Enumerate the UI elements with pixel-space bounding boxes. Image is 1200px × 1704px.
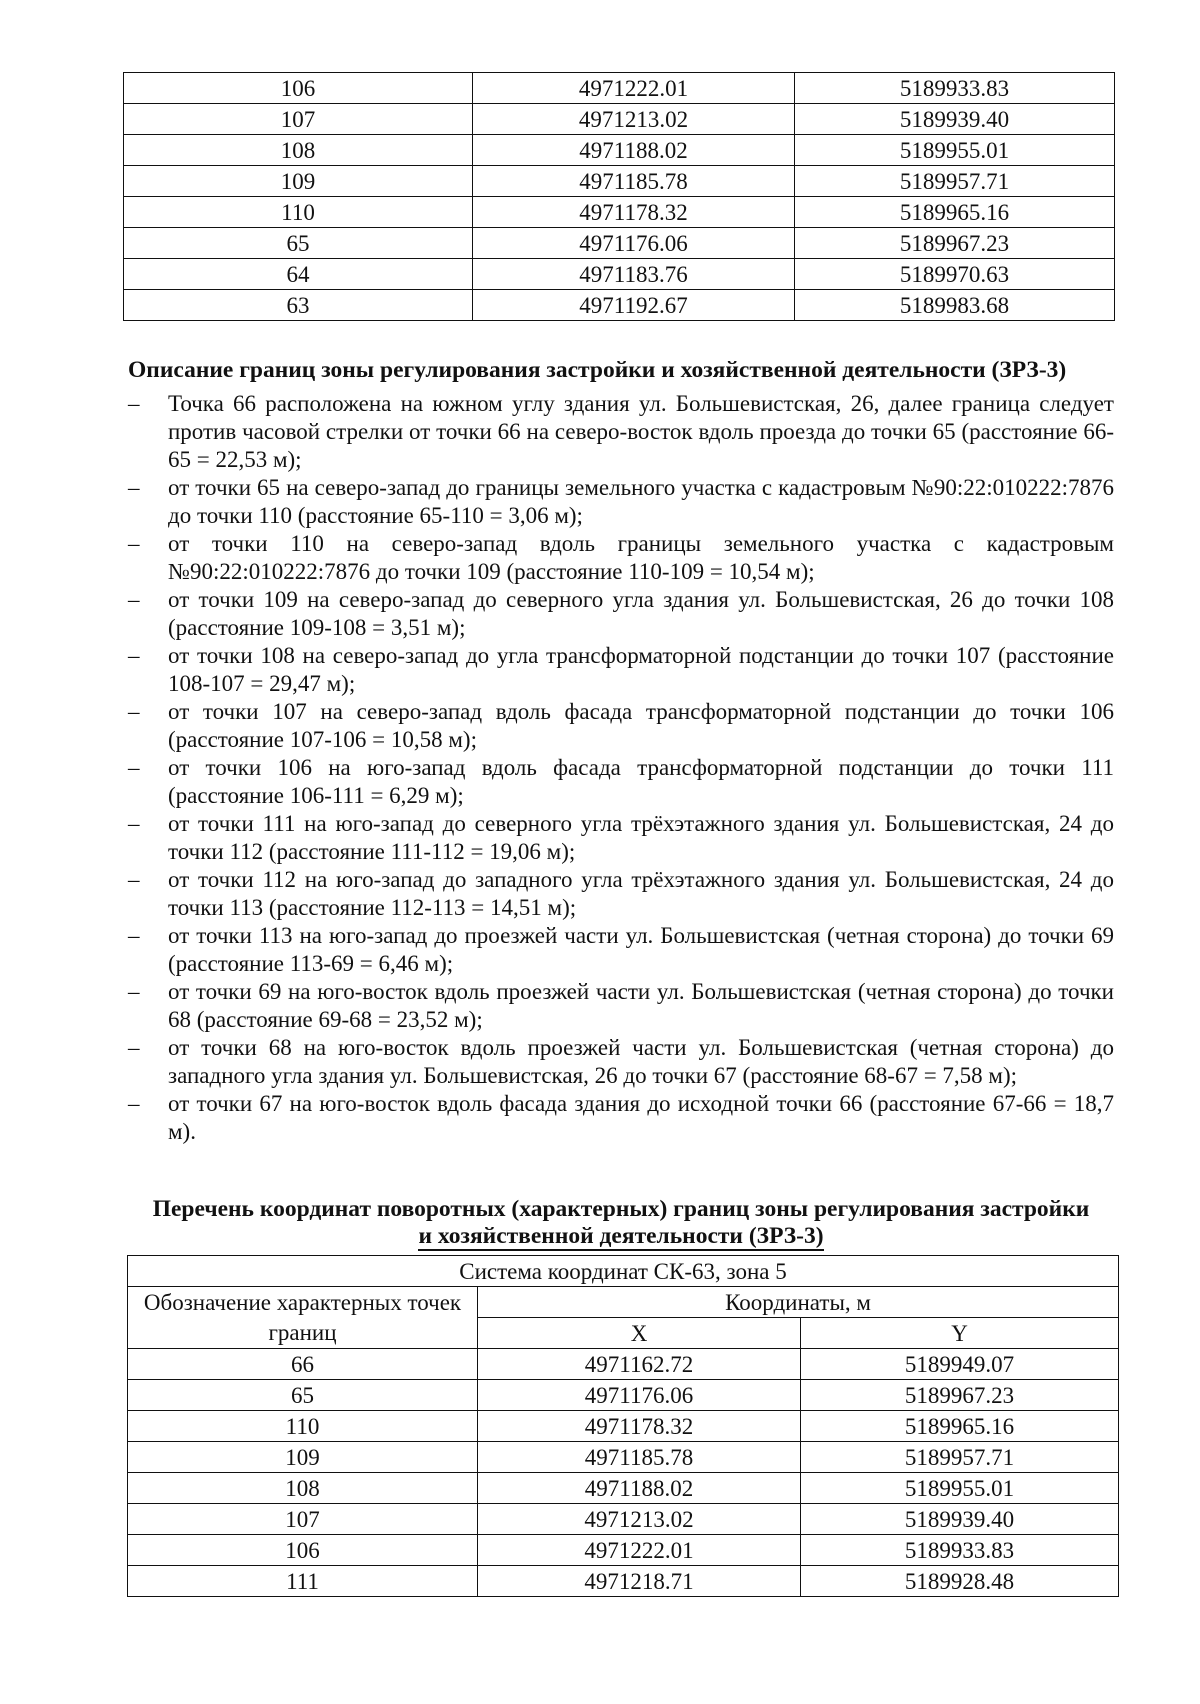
y-coordinate-cell: 5189957.71 xyxy=(801,1442,1119,1473)
list-dash: – xyxy=(128,867,140,892)
list-item xyxy=(128,698,1114,754)
x-coordinate-cell: 4971222.01 xyxy=(478,1535,801,1566)
x-coordinate-cell: 4971162.72 xyxy=(478,1349,801,1380)
x-coordinate-cell: 4971218.71 xyxy=(478,1566,801,1597)
list-item xyxy=(128,474,1114,530)
coordinate-system-header: Система координат СК-63, зона 5 xyxy=(128,1256,1119,1287)
list-item xyxy=(128,1034,1114,1090)
y-coordinate-cell: 5189957.71 xyxy=(795,166,1115,197)
point-number-cell: 110 xyxy=(128,1411,478,1442)
list-item-text: от точки 67 на юго-восток вдоль фасада здания до исходной точки 66 (расстояние 67-66 = 18,7 м). xyxy=(168,1091,1114,1144)
x-coordinate-cell: 4971178.32 xyxy=(473,197,795,228)
list-dash: – xyxy=(128,755,140,780)
y-coordinate-cell: 5189965.16 xyxy=(801,1411,1119,1442)
list-item xyxy=(128,978,1114,1034)
list-item xyxy=(128,390,1114,474)
point-number-cell: 111 xyxy=(128,1566,478,1597)
y-coordinate-cell: 5189949.07 xyxy=(801,1349,1119,1380)
coordinates-list-heading-line1: Перечень координат поворотных (характерных) границ зоны регулирования застройки xyxy=(152,1196,1090,1222)
list-item xyxy=(128,754,1114,810)
point-number-cell: 63 xyxy=(124,290,473,321)
point-number-cell: 108 xyxy=(128,1473,478,1504)
table-row xyxy=(124,197,1115,228)
table-row xyxy=(124,228,1115,259)
table-row xyxy=(128,1411,1119,1442)
table-row xyxy=(128,1380,1119,1411)
description-heading: Описание границ зоны регулирования застройки и хозяйственной деятельности (ЗРЗ-3) xyxy=(128,357,1067,383)
list-dash: – xyxy=(128,391,140,416)
list-dash: – xyxy=(128,531,140,556)
table-row xyxy=(128,1473,1119,1504)
x-coordinate-cell: 4971222.01 xyxy=(473,73,795,104)
list-dash: – xyxy=(128,979,140,1004)
list-item xyxy=(128,866,1114,922)
table-header-row xyxy=(128,1287,1119,1318)
coordinates-list-heading-line2: и хозяйственной деятельности (ЗРЗ-3) xyxy=(418,1223,824,1249)
y-coordinate-cell: 5189928.48 xyxy=(801,1566,1119,1597)
point-number-cell: 65 xyxy=(128,1380,478,1411)
coordinates-header: Координаты, м xyxy=(478,1287,1119,1318)
list-item-text: от точки 65 на северо-запад до границы земельного участка с кадастровым №90:22:010222:7876 до точки 110 (расстояние 65-110 = 3,06 м); xyxy=(168,475,1114,528)
y-coordinate-cell: 5189939.40 xyxy=(795,104,1115,135)
list-item-text: Точка 66 расположена на южном углу здания ул. Большевистская, 26, далее граница следует против часовой стрелки от точки 66 на северо-восток вдоль проезда до точки 65 (расстояние 66-65 = 22,53 м); xyxy=(168,391,1114,472)
point-number-cell: 64 xyxy=(124,259,473,290)
x-coordinate-cell: 4971178.32 xyxy=(478,1411,801,1442)
table-row xyxy=(128,1442,1119,1473)
point-number-cell: 107 xyxy=(128,1504,478,1535)
x-coordinate-cell: 4971176.06 xyxy=(473,228,795,259)
y-coordinate-cell: 5189967.23 xyxy=(795,228,1115,259)
x-coordinate-cell: 4971213.02 xyxy=(478,1504,801,1535)
list-item xyxy=(128,1090,1114,1146)
list-item-text: от точки 110 на северо-запад вдоль границы земельного участка с кадастровым №90:22:010222:7876 до точки 109 (расстояние 110-109 = 10,54 м); xyxy=(168,531,1114,584)
list-dash: – xyxy=(128,1035,140,1060)
point-number-cell: 66 xyxy=(128,1349,478,1380)
list-item xyxy=(128,586,1114,642)
x-coordinate-cell: 4971176.06 xyxy=(478,1380,801,1411)
table-row xyxy=(128,1566,1119,1597)
table-row xyxy=(124,166,1115,197)
point-number-cell: 109 xyxy=(124,166,473,197)
list-item xyxy=(128,810,1114,866)
y-coordinate-cell: 5189965.16 xyxy=(795,197,1115,228)
list-dash: – xyxy=(128,923,140,948)
list-item-text: от точки 106 на юго-запад вдоль фасада трансформаторной подстанции до точки 111 (расстояние 106-111 = 6,29 м); xyxy=(168,755,1114,808)
list-item-text: от точки 113 на юго-запад до проезжей части ул. Большевистская (четная сторона) до точки 69 (расстояние 113-69 = 6,46 м); xyxy=(168,923,1114,976)
list-item-text: от точки 108 на северо-запад до угла трансформаторной подстанции до точки 107 (расстояние 108-107 = 29,47 м); xyxy=(168,643,1114,696)
table-row xyxy=(124,135,1115,166)
x-coordinate-cell: 4971188.02 xyxy=(473,135,795,166)
x-coordinate-cell: 4971188.02 xyxy=(478,1473,801,1504)
y-coordinate-cell: 5189939.40 xyxy=(801,1504,1119,1535)
list-item-text: от точки 109 на северо-запад до северного угла здания ул. Большевистская, 26 до точки 108 (расстояние 109-108 = 3,51 м); xyxy=(168,587,1114,640)
list-dash: – xyxy=(128,1091,140,1116)
x-header: X xyxy=(478,1318,801,1349)
table-row xyxy=(128,1504,1119,1535)
point-number-cell: 110 xyxy=(124,197,473,228)
coordinates-list-heading xyxy=(128,1196,1114,1251)
point-number-cell: 106 xyxy=(128,1535,478,1566)
list-item-text: от точки 69 на юго-восток вдоль проезжей части ул. Большевистская (четная сторона) до точки 68 (расстояние 69-68 = 23,52 м); xyxy=(168,979,1114,1032)
table-row xyxy=(124,290,1115,321)
y-coordinate-cell: 5189967.23 xyxy=(801,1380,1119,1411)
table-row xyxy=(128,1349,1119,1380)
table-row xyxy=(124,259,1115,290)
list-item xyxy=(128,642,1114,698)
list-dash: – xyxy=(128,699,140,724)
list-dash: – xyxy=(128,643,140,668)
point-number-cell: 108 xyxy=(124,135,473,166)
table-row xyxy=(124,104,1115,135)
y-coordinate-cell: 5189970.63 xyxy=(795,259,1115,290)
table-row xyxy=(128,1535,1119,1566)
y-coordinate-cell: 5189983.68 xyxy=(795,290,1115,321)
y-coordinate-cell: 5189933.83 xyxy=(795,73,1115,104)
top-coordinates-table xyxy=(123,72,1115,321)
y-coordinate-cell: 5189955.01 xyxy=(801,1473,1119,1504)
boundary-description-list xyxy=(128,390,1114,1146)
table-row xyxy=(124,73,1115,104)
list-item-text: от точки 107 на северо-запад вдоль фасада трансформаторной подстанции до точки 106 (расстояние 107-106 = 10,58 м); xyxy=(168,699,1114,752)
point-designation-header: Обозначение характерных точек границ xyxy=(128,1287,478,1349)
x-coordinate-cell: 4971213.02 xyxy=(473,104,795,135)
table-header-row xyxy=(128,1256,1119,1287)
list-item-text: от точки 112 на юго-запад до западного угла трёхэтажного здания ул. Большевистская, 24 до точки 113 (расстояние 112-113 = 14,51 м); xyxy=(168,867,1114,920)
list-dash: – xyxy=(128,587,140,612)
list-dash: – xyxy=(128,475,140,500)
list-item-text: от точки 111 на юго-запад до северного угла трёхэтажного здания ул. Большевистская, 24 до точки 112 (расстояние 111-112 = 19,06 м); xyxy=(168,811,1114,864)
y-coordinate-cell: 5189955.01 xyxy=(795,135,1115,166)
x-coordinate-cell: 4971185.78 xyxy=(478,1442,801,1473)
x-coordinate-cell: 4971185.78 xyxy=(473,166,795,197)
list-item-text: от точки 68 на юго-восток вдоль проезжей части ул. Большевистская (четная сторона) до западного угла здания ул. Большевистская, 26 до точки 67 (расстояние 68-67 = 7,58 м); xyxy=(168,1035,1114,1088)
list-item xyxy=(128,530,1114,586)
point-number-cell: 107 xyxy=(124,104,473,135)
y-coordinate-cell: 5189933.83 xyxy=(801,1535,1119,1566)
boundary-coordinates-table xyxy=(127,1255,1119,1597)
point-number-cell: 109 xyxy=(128,1442,478,1473)
list-dash: – xyxy=(128,811,140,836)
x-coordinate-cell: 4971183.76 xyxy=(473,259,795,290)
x-coordinate-cell: 4971192.67 xyxy=(473,290,795,321)
point-number-cell: 65 xyxy=(124,228,473,259)
point-number-cell: 106 xyxy=(124,73,473,104)
y-header: Y xyxy=(801,1318,1119,1349)
list-item xyxy=(128,922,1114,978)
